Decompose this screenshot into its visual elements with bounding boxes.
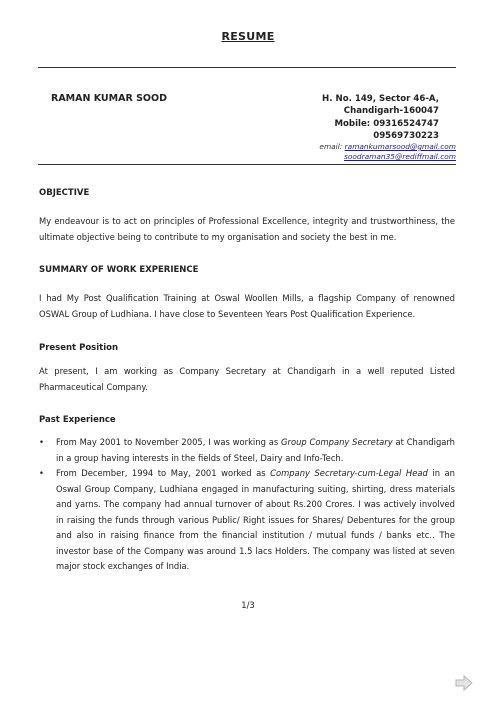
item-text: in an Oswal Group Company, Ludhiana engaged in manufacturing suiting, shirting, dress materials and yarns. The company had annual turnover of about Rs.200 Crores. I was actively involved in raising the funds through various Public/ Right issues for Shares/ Debentures for the group and also in raising finance from the financial institution / mutual funds / banks etc.. The investor base of the Company was around 1.5 lacs Holders. The company was listed at seven major stock exchanges of India. (56, 468, 455, 571)
section-heading: Present Position (39, 343, 118, 353)
summary-text-block (39, 291, 455, 322)
objective-text-block (39, 214, 455, 245)
address-block (322, 93, 439, 143)
objective-section (39, 186, 455, 202)
bullet-icon: • (39, 468, 44, 478)
mobile-line: 09569730223 (373, 131, 439, 142)
bullet-icon: • (39, 437, 44, 447)
present-section (39, 341, 455, 357)
candidate-name: RAMAN KUMAR SOOD (51, 93, 167, 104)
past-list-block (39, 435, 455, 575)
arrow-right-icon[interactable] (454, 673, 474, 693)
email-link[interactable]: ramankumarsood@gmail.com (344, 142, 456, 151)
section-heading: Past Experience (39, 415, 116, 425)
list-item (39, 466, 455, 575)
summary-section (39, 263, 455, 279)
past-section (39, 413, 455, 429)
address-line: Chandigarh-160047 (343, 106, 439, 117)
item-role: Group Company Secretary (281, 437, 393, 447)
page-number: 1/3 (241, 600, 255, 610)
top-divider (38, 67, 456, 68)
past-experience-list (39, 435, 455, 575)
list-item (39, 435, 455, 466)
present-text-block (39, 364, 455, 395)
email-block (319, 142, 456, 162)
item-text: From December, 1994 to May, 2001 worked as (56, 468, 271, 478)
summary-text: I had My Post Qualification Training at Oswal Woollen Mills, a flagship Company of renowned OSWAL Group of Ludhiana. I have close to Seventeen Years Post Qualification Experience. (39, 293, 455, 319)
header-divider (38, 164, 456, 165)
present-text: At present, I am working as Company Secretary at Chandigarh in a well reputed Listed Pharmaceutical Company. (39, 366, 455, 392)
email-link[interactable]: soodraman35@rediffmail.com (344, 152, 456, 161)
objective-text: My endeavour is to act on principles of Professional Excellence, integrity and trustworthiness, the ultimate objective being to contribute to my organisation and society the best in me. (39, 216, 455, 242)
section-heading: OBJECTIVE (39, 188, 90, 198)
address-line: H. No. 149, Sector 46-A, (322, 94, 439, 104)
email-label: email: (319, 142, 343, 151)
section-heading: SUMMARY OF WORK EXPERIENCE (39, 265, 199, 275)
item-text: at Chandigarh in a group having interests in the fields of Steel, Dairy and Info-Tech. (56, 437, 455, 463)
item-text: From May 2001 to November 2005, I was working as (56, 437, 282, 447)
item-role: Company Secretary-cum-Legal Head (270, 468, 428, 478)
document-title: RESUME (221, 30, 275, 43)
mobile-line: Mobile: 09316524747 (334, 118, 439, 129)
